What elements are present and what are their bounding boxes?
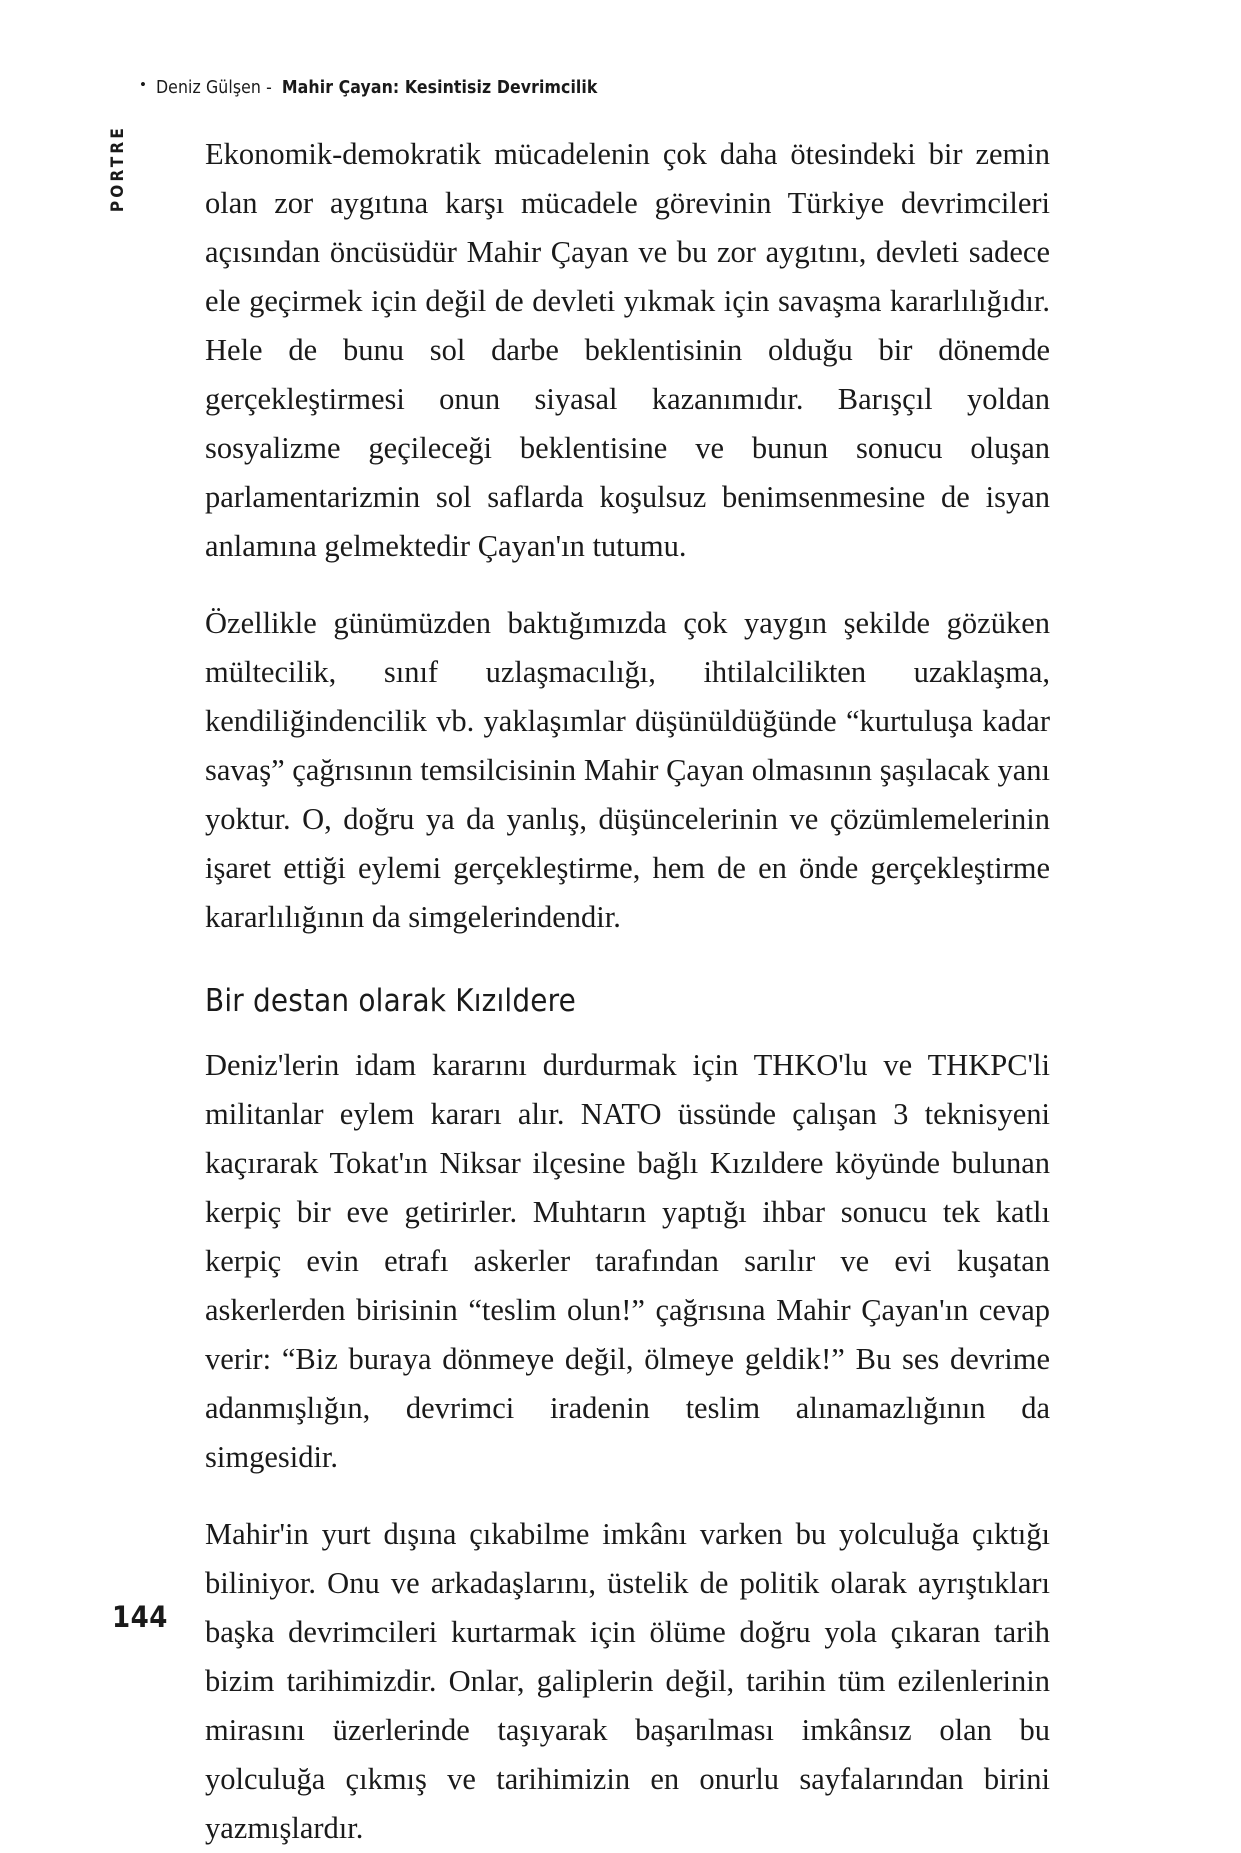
section-subheading: Bir destan olarak Kızıldere	[205, 983, 576, 1019]
page-number: 144	[112, 1600, 168, 1634]
running-head	[140, 75, 598, 98]
section-label: PORTRE	[108, 125, 128, 213]
bullet-icon: •	[140, 75, 146, 94]
running-head-author: Deniz Gülşen -	[155, 78, 272, 98]
paragraph: Deniz'lerin idam kararını durdurmak için THKO'lu ve THKPC'li militanlar eylem kararı alır. NATO üssünde çalışan 3 teknisyeni kaçırarak Tokat'ın Niksar ilçesine bağlı Kızıldere köyünde bulunan kerpiç bir eve getirirler. Muhtarın yaptığı ihbar sonucu tek katlı kerpiç evin etrafı askerler tarafından sarılır ve evi kuşatan askerlerden birisinin “teslim olun!” çağrısına Mahir Çayan'ın cevap verir: “Biz buraya dönmeye değil, ölmeye geldik!” Bu ses devrime adanmışlığın, devrimci iradenin teslim alınamazlığının da simgesidir.	[205, 1047, 1050, 1474]
paragraph: Mahir'in yurt dışına çıkabilme imkânı varken bu yolculuğa çıktığı biliniyor. Onu ve arkadaşlarını, üstelik de politik olarak ayrıştıkları başka devrimcileri kurtarmak için ölüme doğru yola çıkaran tarih bizim tarihimizdir. Onlar, galiplerin değil, tarihin tüm ezilenlerinin mirasını üzerlerinde taşıyarak başarılması imkânsız olan bu yolculuğa çıkmış ve tarihimizin en onurlu sayfalarından birini yazmışlardır.	[205, 1516, 1050, 1845]
text-column	[205, 130, 1050, 1853]
running-head-title: Mahir Çayan: Kesintisiz Devrimcilik	[281, 78, 598, 98]
paragraph: Özellikle günümüzden baktığımızda çok yaygın şekilde gözüken mültecilik, sınıf uzlaşmacılığı, ihtilalcilikten uzaklaşma, kendiliğindencilik vb. yaklaşımlar düşünüldüğünde “kurtuluşa kadar savaş” çağrısının temsilcisinin Mahir Çayan olmasının şaşılacak yanı yoktur. O, doğru ya da yanlış, düşüncelerinin ve çözümlemelerinin işaret ettiği eylemi gerçekleştirme, hem de en önde gerçekleştirme kararlılığının da simgelerindendir.	[205, 606, 1050, 934]
paragraph: Ekonomik-demokratik mücadelenin çok daha ötesindeki bir zemin olan zor aygıtına karşı mücadele görevinin Türkiye devrimcileri açısından öncüsüdür Mahir Çayan ve bu zor aygıtını, devleti sadece ele geçirmek için değil de devleti yıkmak için savaşma kararlılığıdır. Hele de bunu sol darbe beklentisinin olduğu bir dönemde gerçekleştirmesi onun siyasal kazanımıdır. Barışçıl yoldan sosyalizme geçileceği beklentisine ve bunun sonucu oluşan parlamentarizmin sol saflarda koşulsuz benimsenmesine de isyan anlamına gelmektedir Çayan'ın tutumu.	[205, 137, 1050, 563]
